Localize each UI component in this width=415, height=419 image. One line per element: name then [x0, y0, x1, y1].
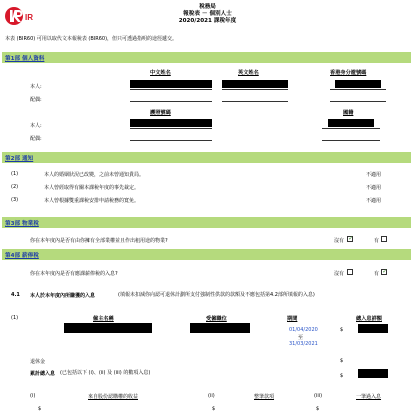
underline [322, 140, 380, 141]
section3-bar [2, 217, 411, 228]
underline [130, 89, 212, 90]
header-line-3: 2020/2021 課稅年度 [178, 18, 237, 24]
notice-3-num: (3) [11, 197, 19, 203]
subsection-num: 4.1 [11, 292, 20, 298]
col-hkid: 香港身分證號碼 [330, 70, 367, 76]
notice-2-value: 不適用 [366, 185, 382, 191]
redacted-country [328, 119, 374, 127]
retire-label: 退休金 [30, 359, 46, 365]
col-period: 期間 [287, 316, 298, 322]
period-from: 01/04/2020 [289, 327, 318, 333]
salaries-tax-no-checkbox[interactable] [347, 269, 353, 275]
underline [130, 140, 212, 141]
redacted-chinese-name [130, 80, 212, 88]
sub-ii-currency: $ [212, 406, 216, 412]
header-line-2: 報稅表 － 個別人士 [183, 11, 232, 17]
row-self-label-2: 本人: [30, 123, 42, 129]
notice-3-value: 不適用 [366, 198, 382, 204]
retire-currency: $ [340, 358, 344, 364]
sub-iii-num: (iii) [314, 393, 323, 399]
section3-title[interactable]: 第3部 物業稅 [5, 221, 39, 227]
section4-bar [2, 249, 411, 260]
logo-text: IR [25, 13, 33, 22]
total-currency: $ [340, 373, 344, 379]
notice-2-num: (2) [11, 184, 19, 190]
col-position: 受僱職位 [206, 316, 227, 322]
underline [222, 101, 288, 102]
section4-title[interactable]: 第4部 薪俸稅 [5, 253, 39, 259]
underline [330, 89, 386, 90]
period-to-label: 至 [298, 335, 304, 341]
col-passport: 護照號碼 [150, 110, 171, 116]
item1-num: (1) [11, 315, 19, 321]
notice-1-value: 不適用 [366, 172, 382, 178]
underline [130, 101, 212, 102]
sub-ii-num: (ii) [208, 393, 215, 399]
header-line-1: 稅務局 [199, 4, 216, 10]
redacted-position [190, 323, 250, 333]
redacted-english-name [222, 80, 288, 88]
underline [130, 128, 212, 129]
col-income: 總入息詳額 [356, 316, 382, 322]
section1-bar [2, 52, 411, 63]
notice-2-text: 本人曾經取得有關本課稅年度的事先裁定。 [44, 185, 140, 191]
sub-ii-label: 整筆款項 [254, 394, 275, 400]
redacted-employer [64, 323, 152, 333]
total-label: 累計總入息 [30, 371, 56, 377]
col-chinese-name: 中文姓名 [150, 70, 171, 76]
property-tax-yes-label: 有 [374, 238, 380, 244]
sub-i-label: 來自股份認購權的收益 [88, 394, 139, 400]
redacted-hkid [335, 80, 381, 88]
total-desc: (已包括以下 (i)、(ii) 及 (iii) 的數項入息) [60, 370, 151, 376]
form-note: 本表 (BIR60) 可用以取代文本報稅表 (BIR60)，但只可透過指明的途徑遞交。 [5, 36, 178, 42]
salaries-tax-question: 你在本年度內是否有應課薪俸稅的入息? [30, 271, 118, 277]
row-self-label: 本人: [30, 84, 42, 90]
salaries-tax-no-label: 沒有 [334, 271, 345, 277]
subsection-title: 本人於本年度內所賺獲的入息 [30, 293, 96, 299]
property-tax-question: 你在本年度內是否有由你擁有全部業權並且作出租用途的物業? [30, 238, 168, 244]
row-spouse-label: 配偶: [30, 97, 42, 103]
underline [322, 128, 380, 129]
income-currency: $ [340, 327, 344, 333]
sub-iii-currency: $ [316, 406, 320, 412]
sub-i-num: (i) [30, 393, 36, 399]
ird-logo [5, 5, 37, 27]
sub-iii-label: 一筆過入息 [356, 394, 382, 400]
underline [330, 101, 386, 102]
col-english-name: 英文姓名 [238, 70, 259, 76]
section1-title[interactable]: 第1部 個人資料 [5, 56, 45, 62]
section2-bar [2, 152, 411, 163]
sub-i-currency: $ [38, 406, 42, 412]
notice-1-num: (1) [11, 171, 19, 177]
property-tax-no-checkbox[interactable] [347, 236, 353, 242]
property-tax-no-label: 沒有 [334, 238, 345, 244]
redacted-passport [130, 119, 212, 127]
redacted-income [358, 324, 388, 333]
salaries-tax-yes-checkbox[interactable] [381, 269, 387, 275]
underline [222, 89, 288, 90]
col-employer: 僱主名稱 [93, 316, 114, 322]
salaries-tax-yes-label: 有 [374, 271, 380, 277]
property-tax-yes-checkbox[interactable] [381, 236, 387, 242]
col-country: 國籍 [343, 110, 354, 116]
subsection-desc: (填報未扣減你向認可退休計劃所支付強制性供款的款額及不應包括第4.2部所填報的入息) [118, 292, 315, 298]
notice-3-text: 本人曾根據雙重課稅安排申請稅務的寬免。 [44, 198, 140, 204]
page-title [120, 4, 295, 25]
notice-1-text: 本人的婚姻狀況已改變，之前未曾通知貴局。 [44, 172, 145, 178]
row-spouse-label-2: 配偶: [30, 136, 42, 142]
period-to: 31/03/2021 [289, 341, 318, 347]
section2-title[interactable]: 第2部 通知 [5, 156, 34, 162]
redacted-total [358, 369, 388, 378]
